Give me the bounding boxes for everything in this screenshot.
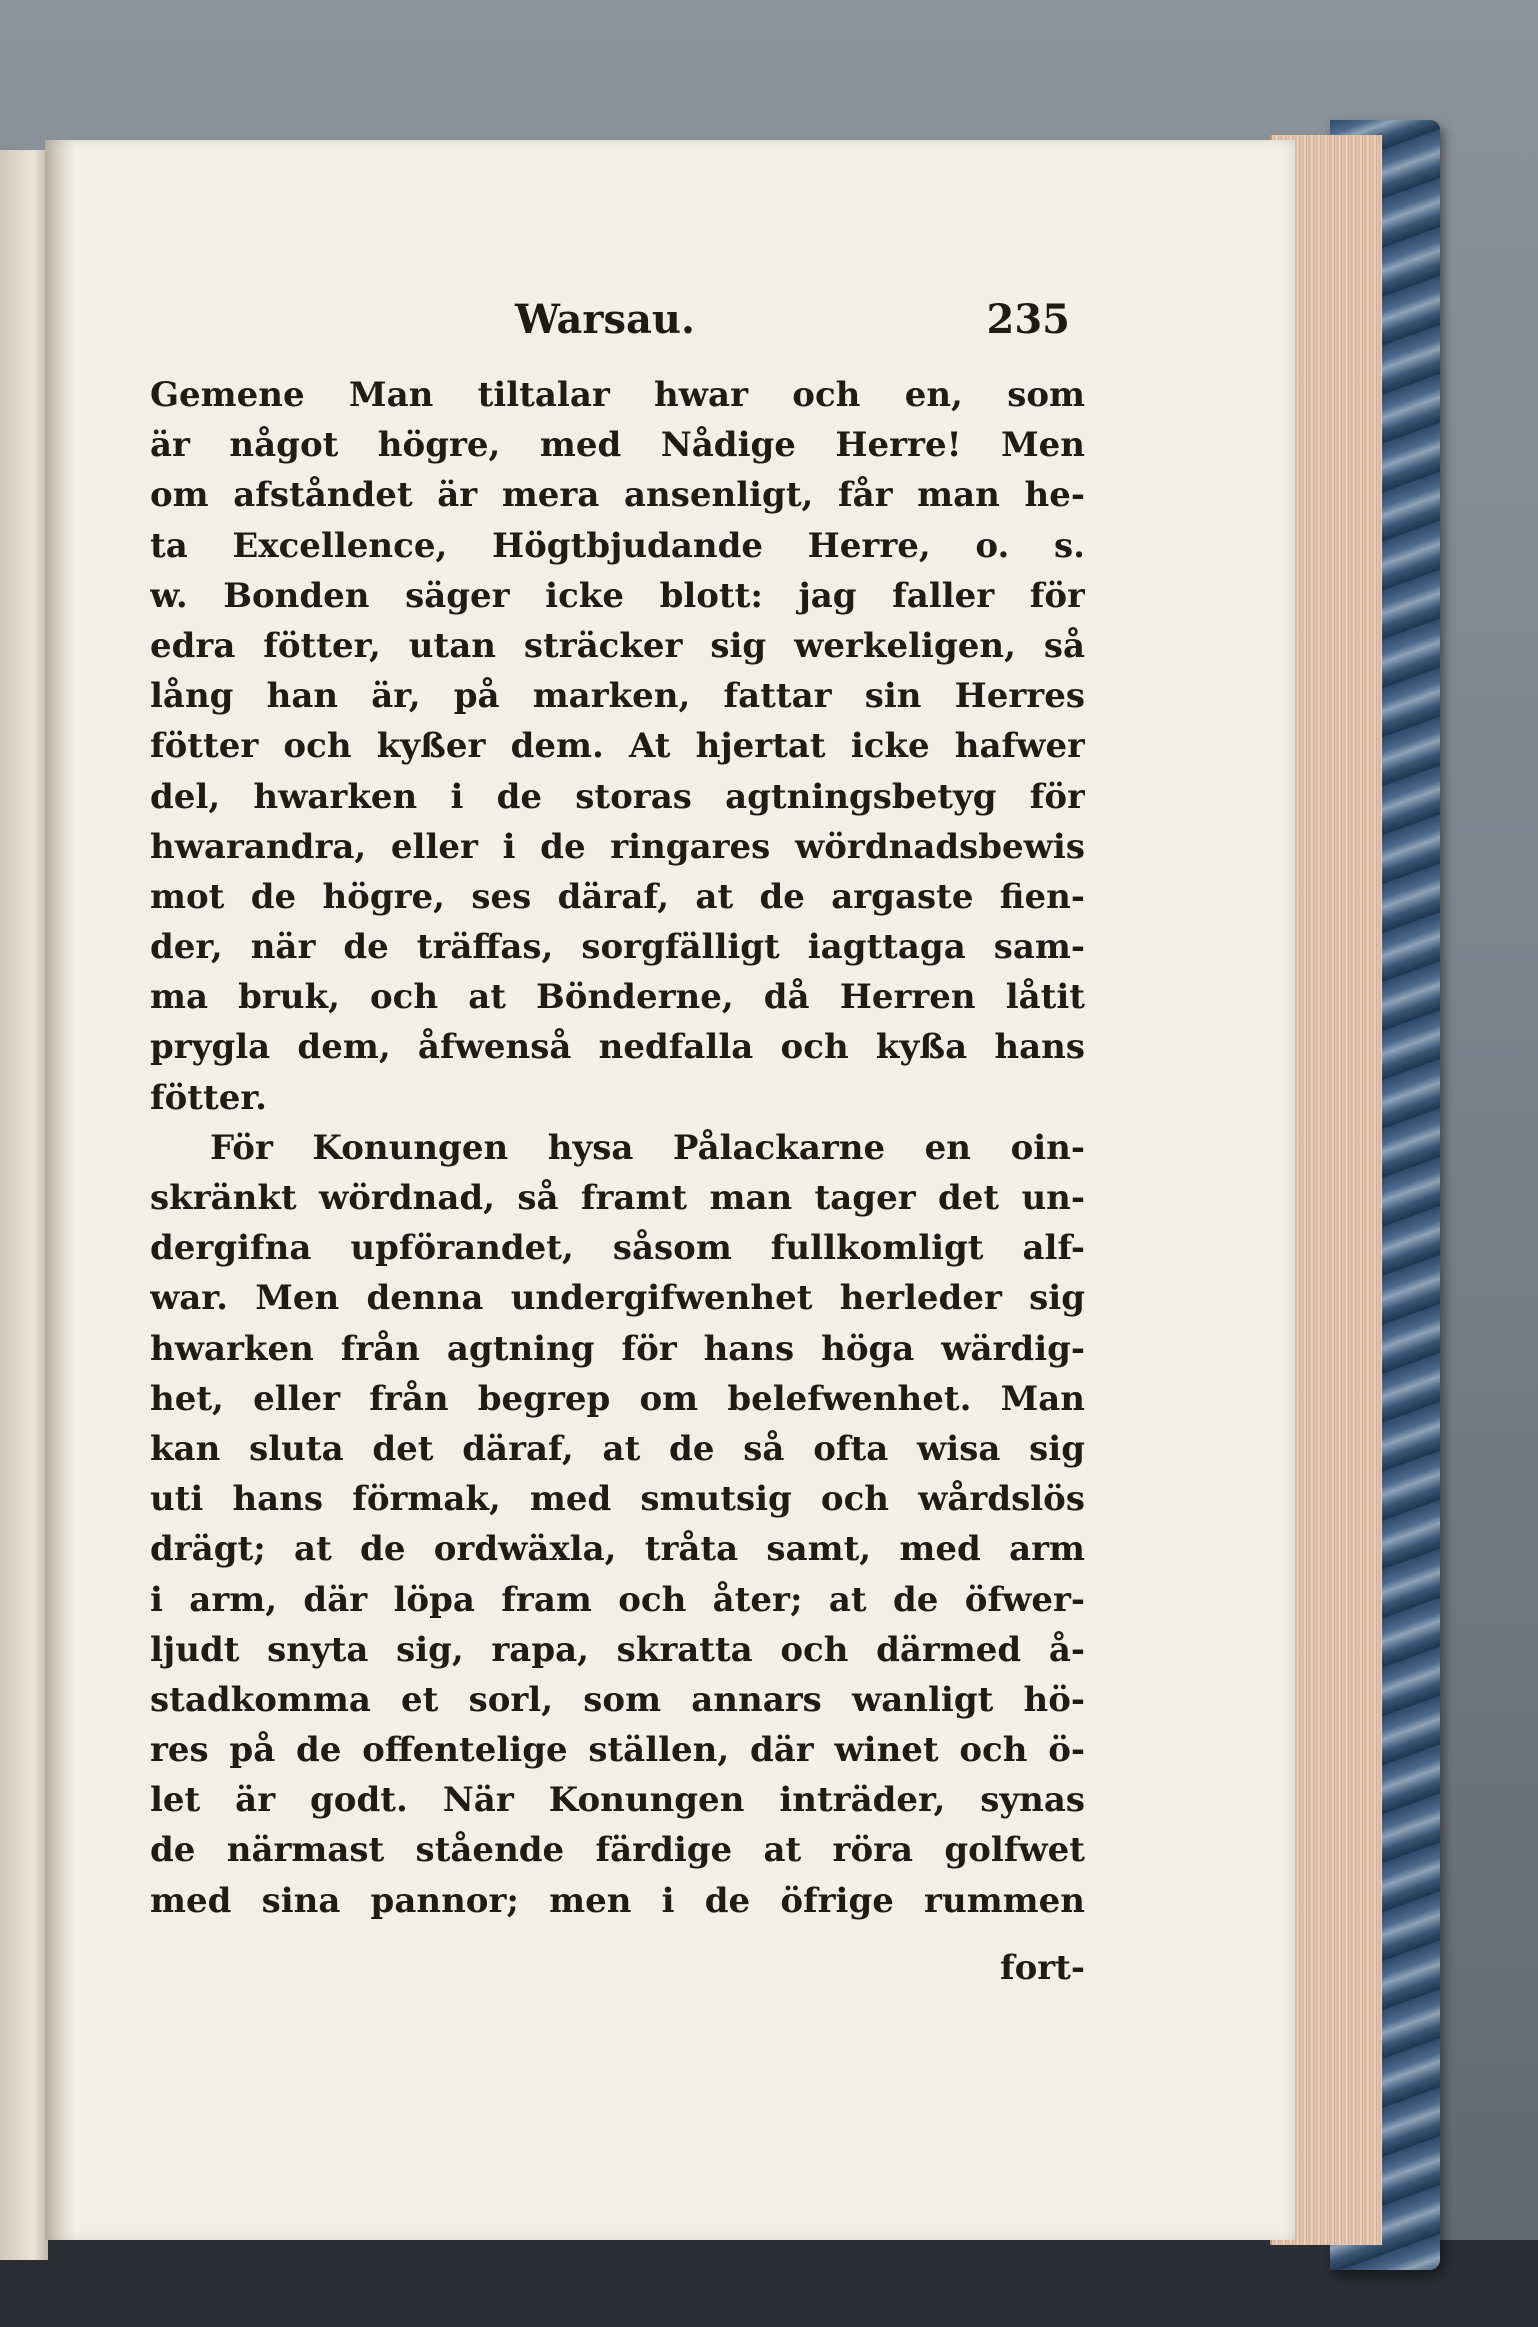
text-line: ta Excellence, Högtbjudande Herre, o. s. bbox=[150, 525, 1085, 566]
text-line: För Konungen hysa Pålackarne en oin- bbox=[210, 1127, 1085, 1168]
text-line: med sina pannor; men i de öfrige rummen bbox=[150, 1880, 1085, 1921]
text-line: skränkt wördnad, så framt man tager det un- bbox=[150, 1178, 1085, 1218]
text-line: mot de högre, ses däraf, at de argaste fien- bbox=[150, 876, 1085, 917]
text-line: drägt; at de ordwäxla, tråta samt, med arm bbox=[150, 1529, 1085, 1570]
text-line: edra fötter, utan sträcker sig werkeligen, så bbox=[150, 625, 1085, 666]
table-shadow bbox=[0, 2240, 1538, 2327]
gutter-shadow bbox=[45, 140, 75, 2240]
text-line: het, eller från begrep om belefwenhet. Man bbox=[150, 1378, 1085, 1419]
text-line: lång han är, på marken, fattar sin Herres bbox=[150, 676, 1085, 717]
text-line: prygla dem, åfwenså nedfalla och kyßa hans bbox=[150, 1027, 1085, 1068]
text-line: är något högre, med Nådige Herre! Men bbox=[150, 425, 1085, 466]
text-line: ljudt snyta sig, rapa, skratta och därmed å- bbox=[150, 1629, 1085, 1670]
text-line: dergifna upförandet, såsom fullkomligt alf- bbox=[150, 1228, 1085, 1269]
catchword: fort- bbox=[999, 1948, 1085, 1988]
text-line: uti hans förmak, med smutsig och wårdslös bbox=[150, 1479, 1085, 1520]
text-line: stadkomma et sorl, som annars wanligt hö- bbox=[150, 1679, 1085, 1720]
text-line: Gemene Man tiltalar hwar och en, som bbox=[150, 375, 1085, 415]
page-number: 235 bbox=[986, 296, 1070, 343]
body-text bbox=[150, 370, 1085, 1926]
text-line: w. Bonden säger icke blott: jag faller för bbox=[150, 575, 1085, 616]
text-line: der, när de träffas, sorgfälligt iagttaga sam- bbox=[150, 927, 1085, 968]
running-head: Warsau. bbox=[515, 296, 695, 343]
text-line: fötter och kyßer dem. At hjertat icke hafwer bbox=[150, 726, 1085, 767]
text-line: del, hwarken i de storas agtningsbetyg för bbox=[150, 776, 1085, 817]
text-line: hwarken från agtning för hans höga wärdig- bbox=[150, 1328, 1085, 1369]
text-line: om afståndet är mera ansenligt, får man he- bbox=[150, 475, 1085, 516]
text-line: res på de offentelige ställen, där winet och ö- bbox=[150, 1730, 1085, 1771]
text-line: ma bruk, och at Bönderne, då Herren låtit bbox=[150, 977, 1085, 1018]
text-line: let är godt. När Konungen inträder, synas bbox=[150, 1780, 1085, 1821]
text-line: kan sluta det däraf, at de så ofta wisa sig bbox=[150, 1428, 1085, 1469]
left-page-edge bbox=[0, 150, 48, 2260]
text-line: i arm, där löpa fram och åter; at de öfwer- bbox=[150, 1579, 1085, 1620]
text-line: hwarandra, eller i de ringares wördnadsbewis bbox=[150, 826, 1085, 867]
text-line: war. Men denna undergifwenhet herleder sig bbox=[150, 1278, 1085, 1319]
text-line: fötter. bbox=[150, 1077, 267, 1118]
text-line: de närmast stående färdige at röra golfwet bbox=[150, 1830, 1085, 1871]
